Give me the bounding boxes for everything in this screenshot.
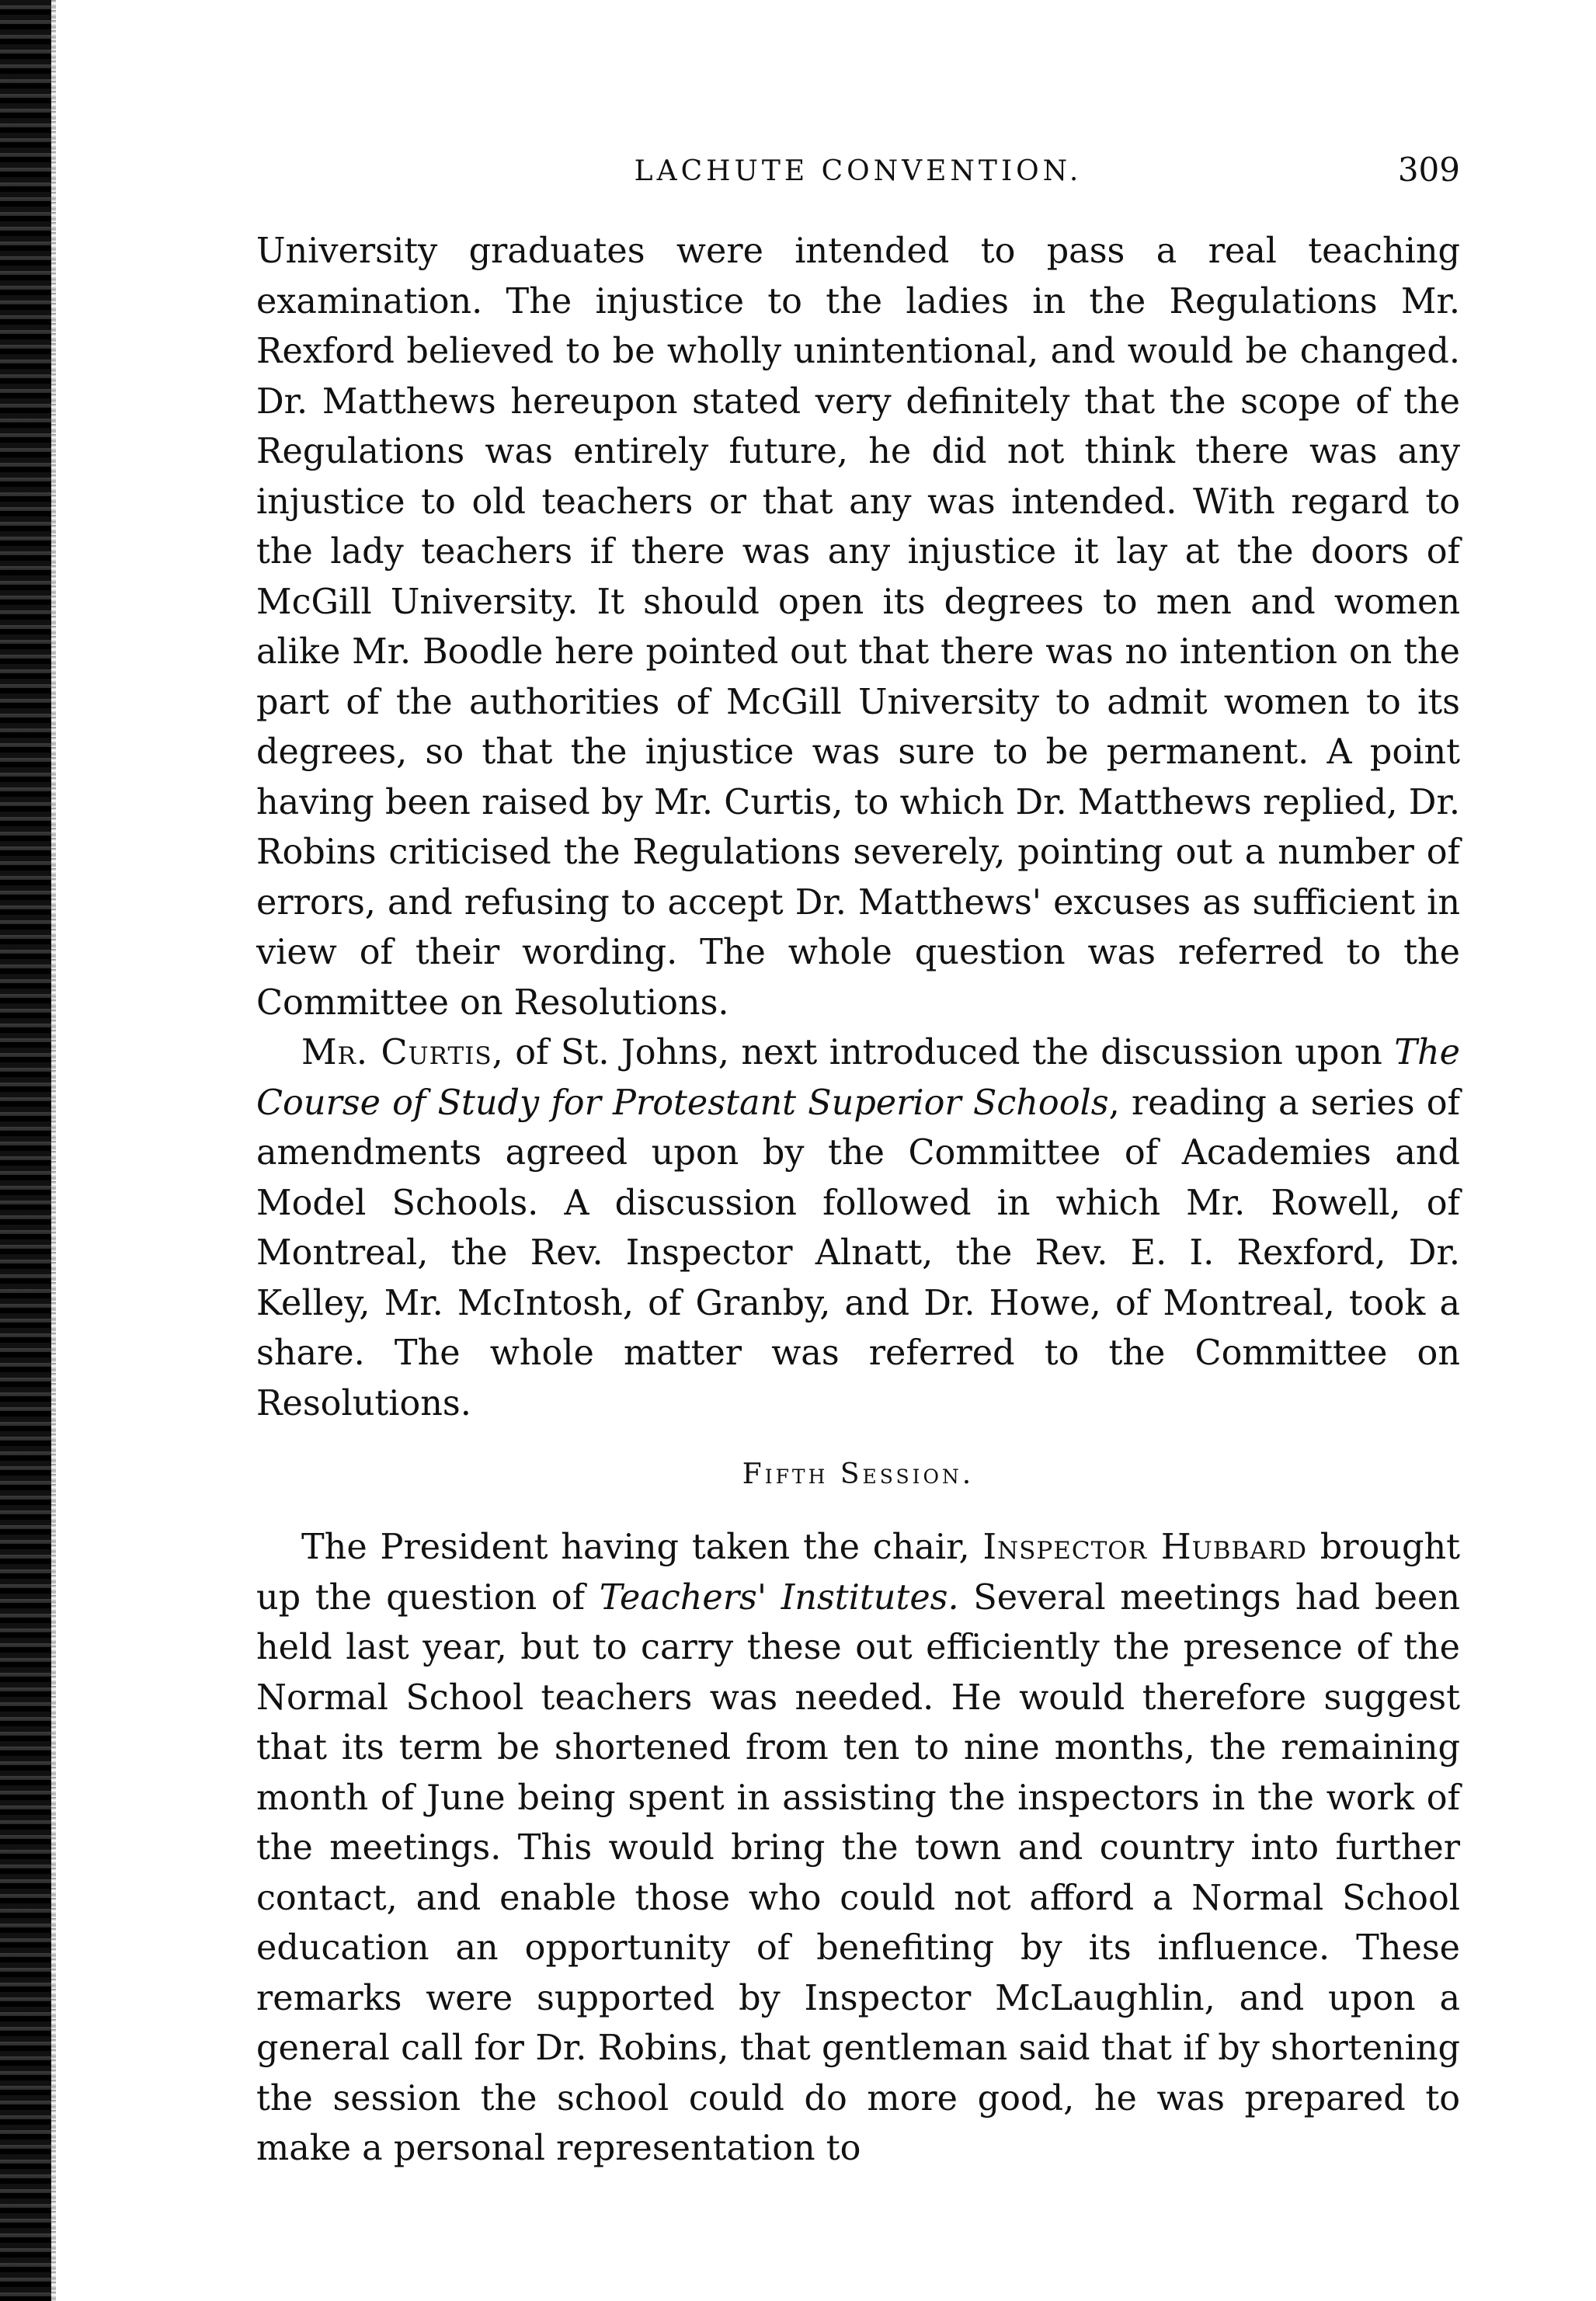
italic-title: Teachers' Institutes. — [599, 1577, 959, 1618]
speaker-name: Mr. Curtis — [301, 1033, 492, 1072]
paragraph-teachers-institutes — [256, 1523, 1460, 2174]
paragraph-text: brought up the question of — [256, 1528, 1460, 1618]
book-page — [256, 140, 1460, 2174]
running-head — [256, 140, 1460, 202]
paragraph-text: , of St. Johns, next introduced the discussion upon — [492, 1033, 1395, 1072]
paragraph-text: , reading a series of amendments agreed upon by the Committee of Academies and Model Schools. A discussion followed in which Mr. Rowell, of Montreal, the Rev. Inspector Alnatt, the Rev. E. I. Rexford, Dr. Kelley, Mr. McIntosh, of Granby, and Dr. Howe, of Montreal, took a share. The whole matter was referred to the Committee on Resolutions. — [256, 1083, 1460, 1423]
section-heading: Fifth Session. — [742, 1458, 975, 1490]
binding-edge — [0, 0, 51, 2301]
running-title: LACHUTE CONVENTION. — [634, 155, 1083, 187]
paragraph-text: Several meetings had been held last year, but to carry these out efficiently the presence of the Normal School teachers was needed. He would therefore suggest that its term be shortened from ten to nine months, the remaining month of June being spent in assisting the inspectors in the work of the meetings. This would bring the town and country into further contact, and enable those who could not afford a Normal School education an opportunity of benefiting by its influence. These remarks were supported by Inspector McLaughlin, and upon a general call for Dr. Robins, that gentleman said that if by shortening the session the school could do more good, he was prepared to make a personal representation to — [256, 1577, 1460, 2168]
paragraph-regulations-discussion: University graduates were intended to pass a real teaching examination. The injustice to the ladies in the Regulations Mr. Rexford believed to be wholly unintentional, and would be changed. Dr. Matthews hereupon stated very definitely that the scope of the Regulations was entirely future, he did not think there was any injustice to old teachers or that any was intended. With regard to the lady teachers if there was any injustice it lay at the doors of McGill University. It should open its degrees to men and women alike Mr. Boodle here pointed out that there was no intention on the part of the authorities of McGill University to admit women to its degrees, so that the injustice was sure to be permanent. A point having been raised by Mr. Curtis, to which Dr. Matthews replied, Dr. Robins criticised the Regulations severely, pointing out a number of errors, and refusing to accept Dr. Matthews' excuses as sufficient in view of their wording. The whole question was referred to the Committee on Resolutions. — [256, 231, 1460, 1023]
paragraph-text: The President having taken the chair, — [301, 1528, 983, 1567]
speaker-name: Inspector Hubbard — [982, 1528, 1307, 1567]
page-number: 309 — [1397, 151, 1460, 189]
italic-title: The Course of Study for Protestant Superior Schools — [256, 1033, 1460, 1123]
paragraph-course-of-study — [256, 1028, 1460, 1429]
